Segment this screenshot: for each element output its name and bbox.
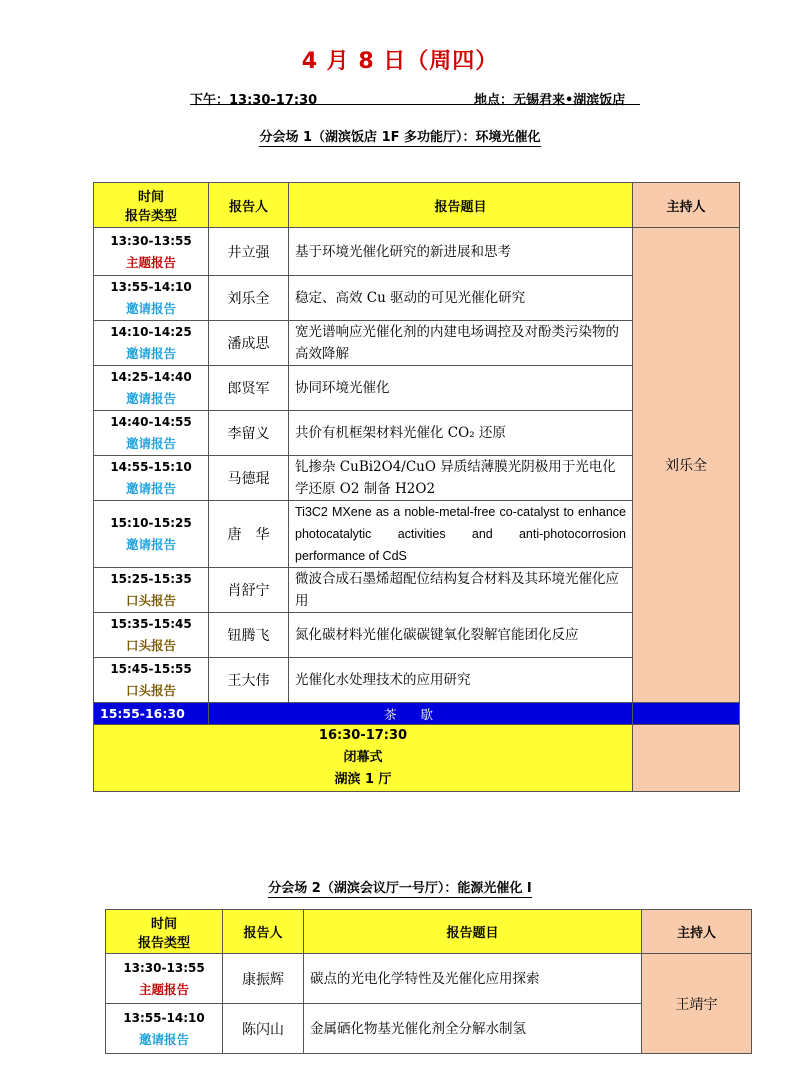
topic-cell: 碳点的光电化学特性及光催化应用探索 — [304, 954, 642, 1004]
meta-underline — [190, 104, 640, 105]
time-text: 13:55-14:10 — [123, 1010, 205, 1025]
header-row — [106, 910, 752, 954]
speaker-cell: 李留义 — [209, 411, 289, 456]
header-time: 时间 — [137, 190, 164, 205]
time-text: 14:25-14:40 — [110, 370, 192, 384]
header-speaker: 报告人 — [223, 910, 304, 954]
type-badge: 口头报告 — [125, 683, 176, 698]
topic-cell: 共价有机框架材料光催化 CO₂ 还原 — [289, 411, 633, 456]
type-badge: 邀请报告 — [125, 391, 176, 406]
header-speaker: 报告人 — [209, 183, 289, 228]
section2-schedule-table — [105, 909, 752, 1054]
time-text: 13:30-13:55 — [123, 960, 205, 975]
time-text: 13:30-13:55 — [110, 233, 192, 248]
host-cell: 王靖宇 — [642, 954, 752, 1054]
section2-title — [0, 877, 800, 896]
time-cell — [94, 366, 209, 411]
speaker-cell: 陈闪山 — [223, 1004, 304, 1054]
location: 地点：无锡君来•湖滨饭店 — [474, 93, 626, 108]
time-cell — [106, 954, 223, 1004]
section1-schedule-table — [93, 182, 740, 792]
speaker-cell: 康振辉 — [223, 954, 304, 1004]
header-topic: 报告题目 — [289, 183, 633, 228]
topic-cell: 钆掺杂 CuBi2O4/CuO 异质结薄膜光阴极用于光电化学还原 O2 制备 H2O2 — [289, 456, 633, 501]
header-host: 主持人 — [642, 910, 752, 954]
header-type: 报告类型 — [137, 935, 190, 951]
closing-time: 16:30-17:30 — [318, 728, 408, 743]
header-time-type — [94, 183, 209, 228]
header-time-type — [106, 910, 223, 954]
speaker-cell: 唐 华 — [209, 501, 289, 568]
speaker-cell: 肖舒宁 — [209, 568, 289, 613]
topic-cell: 氮化碳材料光催化碳碳键氧化裂解官能团化反应 — [289, 613, 633, 658]
time-cell — [94, 456, 209, 501]
time-cell — [94, 321, 209, 366]
topic-cell: 微波合成石墨烯超配位结构复合材料及其环境光催化应用 — [289, 568, 633, 613]
header-row — [94, 183, 740, 228]
break-time: 15:55-16:30 — [94, 703, 209, 725]
section1-title — [0, 126, 800, 145]
topic-cell: 宽光谱响应光催化剂的内建电场调控及对酚类污染物的高效降解 — [289, 321, 633, 366]
time-cell — [94, 613, 209, 658]
time-text: 15:35-15:45 — [110, 617, 192, 631]
header-topic: 报告题目 — [304, 910, 642, 954]
type-badge: 主题报告 — [125, 254, 176, 270]
time-text: 14:10-14:25 — [110, 325, 192, 339]
time-cell — [106, 1004, 223, 1054]
type-badge: 邀请报告 — [125, 436, 176, 451]
type-badge: 口头报告 — [125, 593, 176, 608]
speaker-cell: 潘成思 — [209, 321, 289, 366]
header-type: 报告类型 — [124, 209, 177, 224]
time-cell — [94, 658, 209, 703]
break-host-cell — [633, 703, 740, 725]
time-cell — [94, 501, 209, 568]
type-badge: 邀请报告 — [125, 537, 176, 552]
header-host: 主持人 — [633, 183, 740, 228]
topic-cell: 基于环境光催化研究的新进展和思考 — [289, 228, 633, 276]
section2-title-text: 分会场 2（湖滨会议厅一号厅）：能源光催化 I — [268, 881, 532, 896]
speaker-cell: 井立强 — [209, 228, 289, 276]
break-label: 茶歇 — [209, 703, 633, 725]
speaker-cell: 刘乐全 — [209, 276, 289, 321]
time-cell — [94, 228, 209, 276]
speaker-cell: 钮腾飞 — [209, 613, 289, 658]
closing-cell — [94, 725, 633, 792]
closing-row — [94, 725, 740, 792]
type-badge: 邀请报告 — [138, 1031, 189, 1047]
closing-host-cell — [633, 725, 740, 792]
time-cell — [94, 411, 209, 456]
table-row — [106, 954, 752, 1004]
day-title: 4 月 8 日（周四） — [301, 49, 499, 74]
time-cell — [94, 276, 209, 321]
type-badge: 邀请报告 — [125, 481, 176, 496]
header-time: 时间 — [150, 916, 177, 932]
speaker-cell: 王大伟 — [209, 658, 289, 703]
topic-cell: Ti3C2 MXene as a noble-metal-free co-catalyst to enhance photocatalytic activities and anti-photocorrosion performance of CdS — [289, 501, 633, 568]
type-badge: 口头报告 — [125, 638, 176, 653]
section1-title-text: 分会场 1（湖滨饭店 1F 多功能厅）：环境光催化 — [259, 130, 541, 145]
time-text: 14:55-15:10 — [110, 460, 192, 474]
topic-cell: 金属硒化物基光催化剂全分解水制氢 — [304, 1004, 642, 1054]
time-text: 14:40-14:55 — [110, 415, 192, 429]
time-cell — [94, 568, 209, 613]
time-text: 15:25-15:35 — [110, 572, 192, 586]
topic-cell: 稳定、高效 Cu 驱动的可见光催化研究 — [289, 276, 633, 321]
closing-label: 闭幕式 — [343, 750, 383, 765]
host-cell: 刘乐全 — [633, 228, 740, 703]
speaker-cell: 郎贤军 — [209, 366, 289, 411]
time-text: 15:10-15:25 — [110, 516, 192, 530]
topic-cell: 光催化水处理技术的应用研究 — [289, 658, 633, 703]
table-row — [94, 228, 740, 276]
type-badge: 邀请报告 — [125, 346, 176, 361]
tea-break-row — [94, 703, 740, 725]
time-text: 15:45-15:55 — [110, 662, 192, 676]
session-time: 下午：13:30-17:30 — [190, 93, 318, 108]
topic-cell: 协同环境光催化 — [289, 366, 633, 411]
speaker-cell: 马德琨 — [209, 456, 289, 501]
closing-place: 湖滨 1 厅 — [334, 772, 392, 787]
time-text: 13:55-14:10 — [110, 280, 192, 294]
type-badge: 邀请报告 — [125, 301, 176, 316]
type-badge: 主题报告 — [138, 981, 189, 997]
